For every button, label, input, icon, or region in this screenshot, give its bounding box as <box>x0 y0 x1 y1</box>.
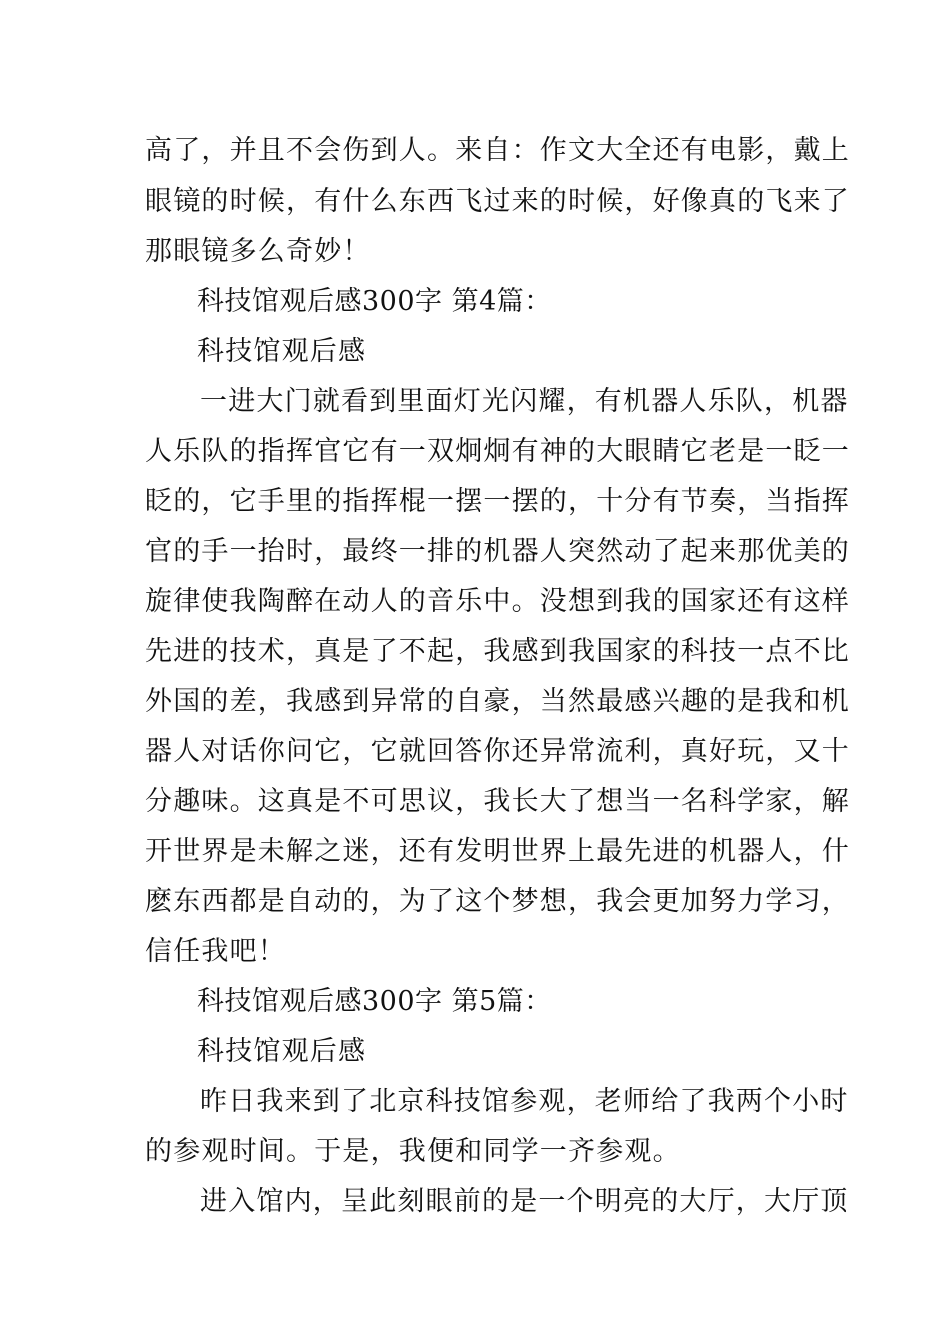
body-line: 器人对话你问它，它就回答你还异常流利，真好玩，又十 <box>145 736 850 767</box>
section-heading: 科技馆观后感300字 第4篇： <box>197 286 552 317</box>
body-line: 眨的，它手里的指挥棍一摆一摆的，十分有节奏，当指挥 <box>145 486 850 517</box>
body-line: 分趣味。这真是不可思议，我长大了想当一名科学家，解 <box>145 786 850 817</box>
body-line: 先进的技术，真是了不起，我感到我国家的科技一点不比 <box>145 636 850 667</box>
body-line: 眼镜的时候，有什么东西飞过来的时候，好像真的飞来了 <box>145 186 850 217</box>
article-title: 科技馆观后感 <box>197 336 367 367</box>
body-line: 外国的差，我感到异常的自豪，当然最感兴趣的是我和机 <box>145 686 850 717</box>
body-line: 那眼镜多么奇妙！ <box>145 236 371 267</box>
body-line: 人乐队的指挥官它有一双炯炯有神的大眼睛它老是一眨一 <box>145 436 850 467</box>
body-line: 开世界是未解之迷，还有发明世界上最先进的机器人，什 <box>145 836 850 867</box>
body-line: 进入馆内，呈此刻眼前的是一个明亮的大厅，大厅顶 <box>200 1186 849 1217</box>
body-line: 昨日我来到了北京科技馆参观，老师给了我两个小时 <box>200 1086 849 1117</box>
body-line: 旋律使我陶醉在动人的音乐中。没想到我的国家还有这样 <box>145 586 850 617</box>
section-heading: 科技馆观后感300字 第5篇： <box>197 986 552 1017</box>
body-line: 的参观时间。于是，我便和同学一齐参观。 <box>145 1136 681 1167</box>
body-line: 麽东西都是自动的，为了这个梦想，我会更加努力学习， <box>145 886 850 917</box>
body-line: 高了，并且不会伤到人。来自：作文大全还有电影，戴上 <box>145 135 850 166</box>
body-line: 信任我吧！ <box>145 936 286 967</box>
body-line: 一进大门就看到里面灯光闪耀，有机器人乐队，机器 <box>200 386 849 417</box>
article-title: 科技馆观后感 <box>197 1036 367 1067</box>
body-line: 官的手一抬时，最终一排的机器人突然动了起来那优美的 <box>145 536 850 567</box>
